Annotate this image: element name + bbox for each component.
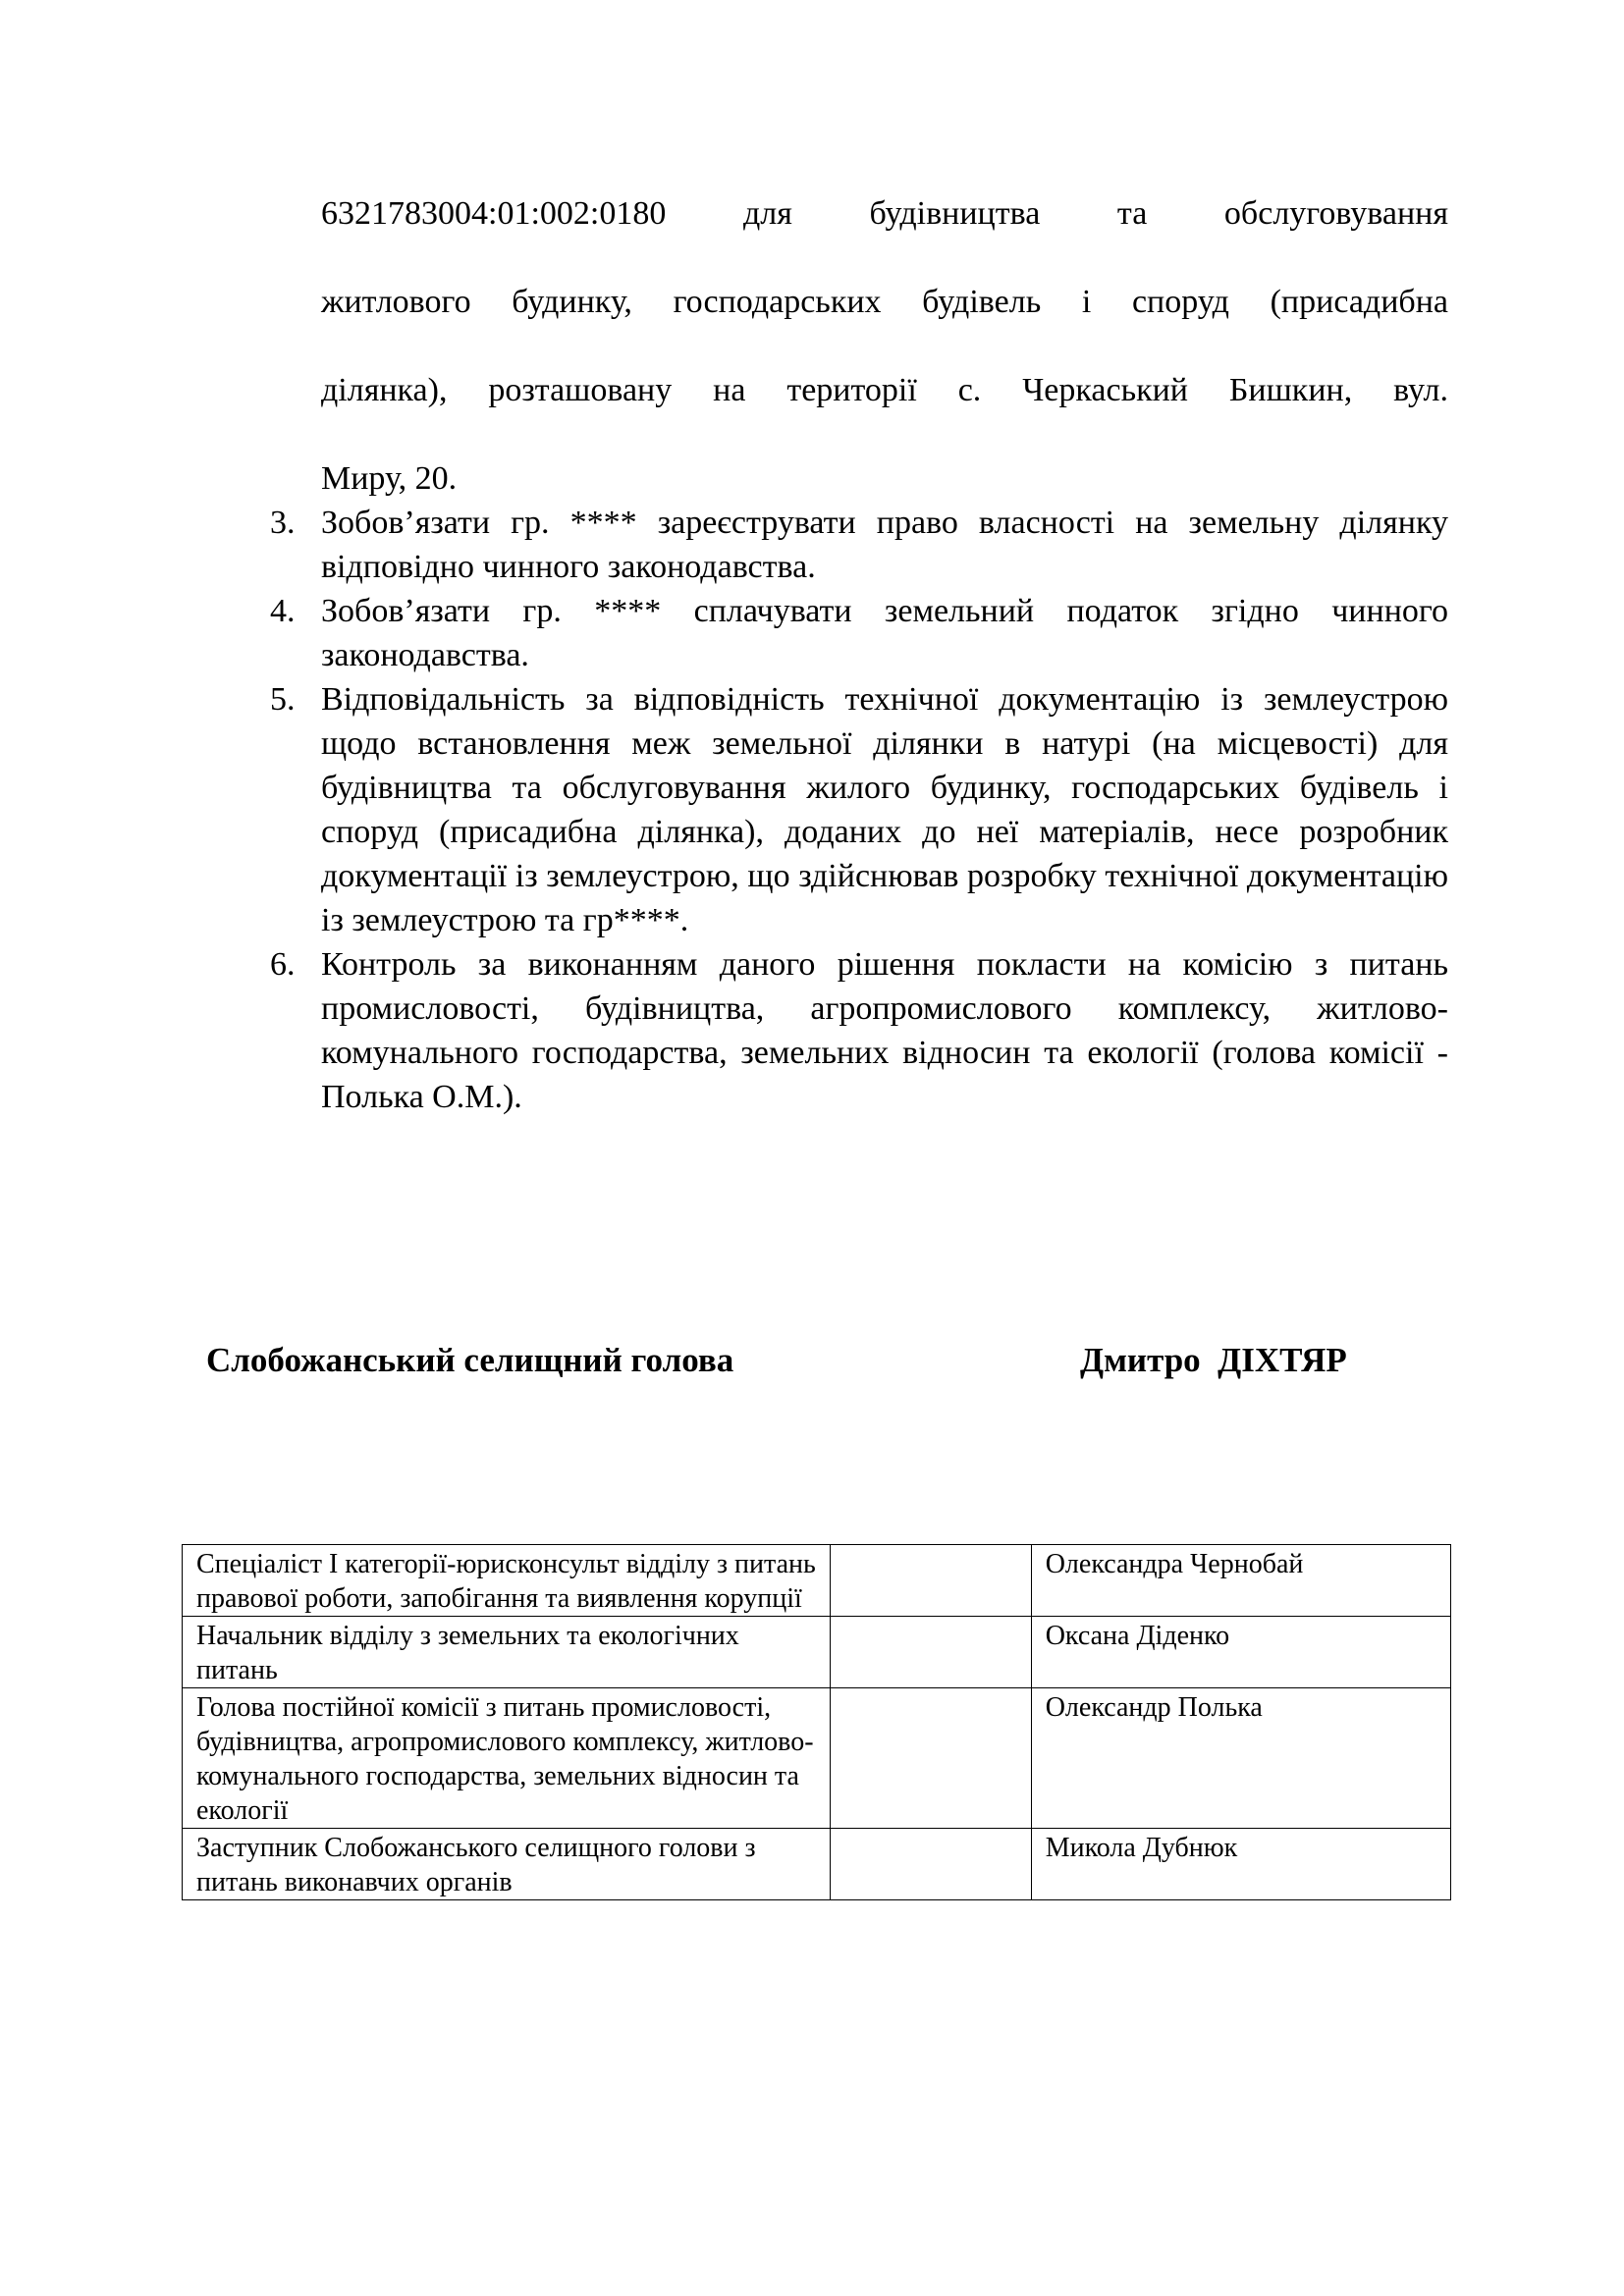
- decision-body: [260, 191, 1448, 1119]
- decision-item-6: [260, 942, 1448, 1119]
- approver-name: Олександр Полька: [1031, 1688, 1450, 1829]
- approvals-table: [182, 1544, 1451, 1900]
- approver-position: Голова постійної комісії з питань промисловості, будівництва, агропромислового комплексу, житлово-комунального господарства, земельних відносин та екології: [183, 1688, 831, 1829]
- signatory-title: Слобожанський селищний голова: [206, 1341, 734, 1379]
- continuation-line: Миру, 20.: [321, 460, 458, 497]
- item-text: Відповідальність за відповідність технічної документацію із землеустрою щодо встановлення меж земельної ділянки в натурі (на місцевості) для будівництва та обслуговування жилого будинку, господарських будівель і споруд (присадибна ділянка), доданих до неї матеріалів, несе розробник документації із землеустрою, що здійснював розробку технічної документацію із землеустрою та гр****.: [321, 681, 1448, 938]
- approver-signature-cell: [831, 1617, 1031, 1688]
- item-number: 5.: [270, 681, 296, 718]
- approver-signature-cell: [831, 1545, 1031, 1617]
- approver-position: Начальник відділу з земельних та екологічних питань: [183, 1617, 831, 1688]
- approver-name: Микола Дубнюк: [1031, 1829, 1450, 1900]
- item-number: 3.: [270, 505, 296, 541]
- table-row: [183, 1617, 1451, 1688]
- decision-item-5: [260, 677, 1448, 942]
- table-row: [183, 1545, 1451, 1617]
- approver-position: Заступник Слобожанського селищного голови з питань виконавчих органів: [183, 1829, 831, 1900]
- approver-signature-cell: [831, 1688, 1031, 1829]
- table-row: [183, 1829, 1451, 1900]
- signatory-name: Дмитро ДІХТЯР: [1080, 1341, 1347, 1379]
- decision-item-3: [260, 501, 1448, 589]
- decision-items: [260, 501, 1448, 1119]
- decision-item-4: [260, 589, 1448, 677]
- item-text: Зобов’язати гр. **** зареєструвати право власності на земельну ділянку відповідно чинного законодавства.: [321, 505, 1448, 585]
- item-number: 4.: [270, 593, 296, 629]
- item-text: Зобов’язати гр. **** сплачувати земельний податок згідно чинного законодавства.: [321, 593, 1448, 673]
- table-row: [183, 1688, 1451, 1829]
- continuation-line: ділянка), розташовану на території с. Черкаський Бишкин, вул.: [321, 372, 1448, 408]
- item-text: Контроль за виконанням даного рішення покласти на комісію з питань промисловості, будівництва, агропромислового комплексу, житлово-комунального господарства, земельних відносин та екології (голова комісії - Полька О.М.).: [321, 946, 1448, 1115]
- item-number: 6.: [270, 946, 296, 983]
- approver-signature-cell: [831, 1829, 1031, 1900]
- approver-name: Олександра Чернобай: [1031, 1545, 1450, 1617]
- approver-position: Спеціаліст І категорії-юрисконсульт відділу з питань правової роботи, запобігання та виявлення корупції: [183, 1545, 831, 1617]
- continuation-line: житлового будинку, господарських будівель і споруд (присадибна: [321, 284, 1448, 320]
- continuation-line: 6321783004:01:002:0180 для будівництва та обслуговування: [321, 195, 1448, 232]
- approver-name: Оксана Діденко: [1031, 1617, 1450, 1688]
